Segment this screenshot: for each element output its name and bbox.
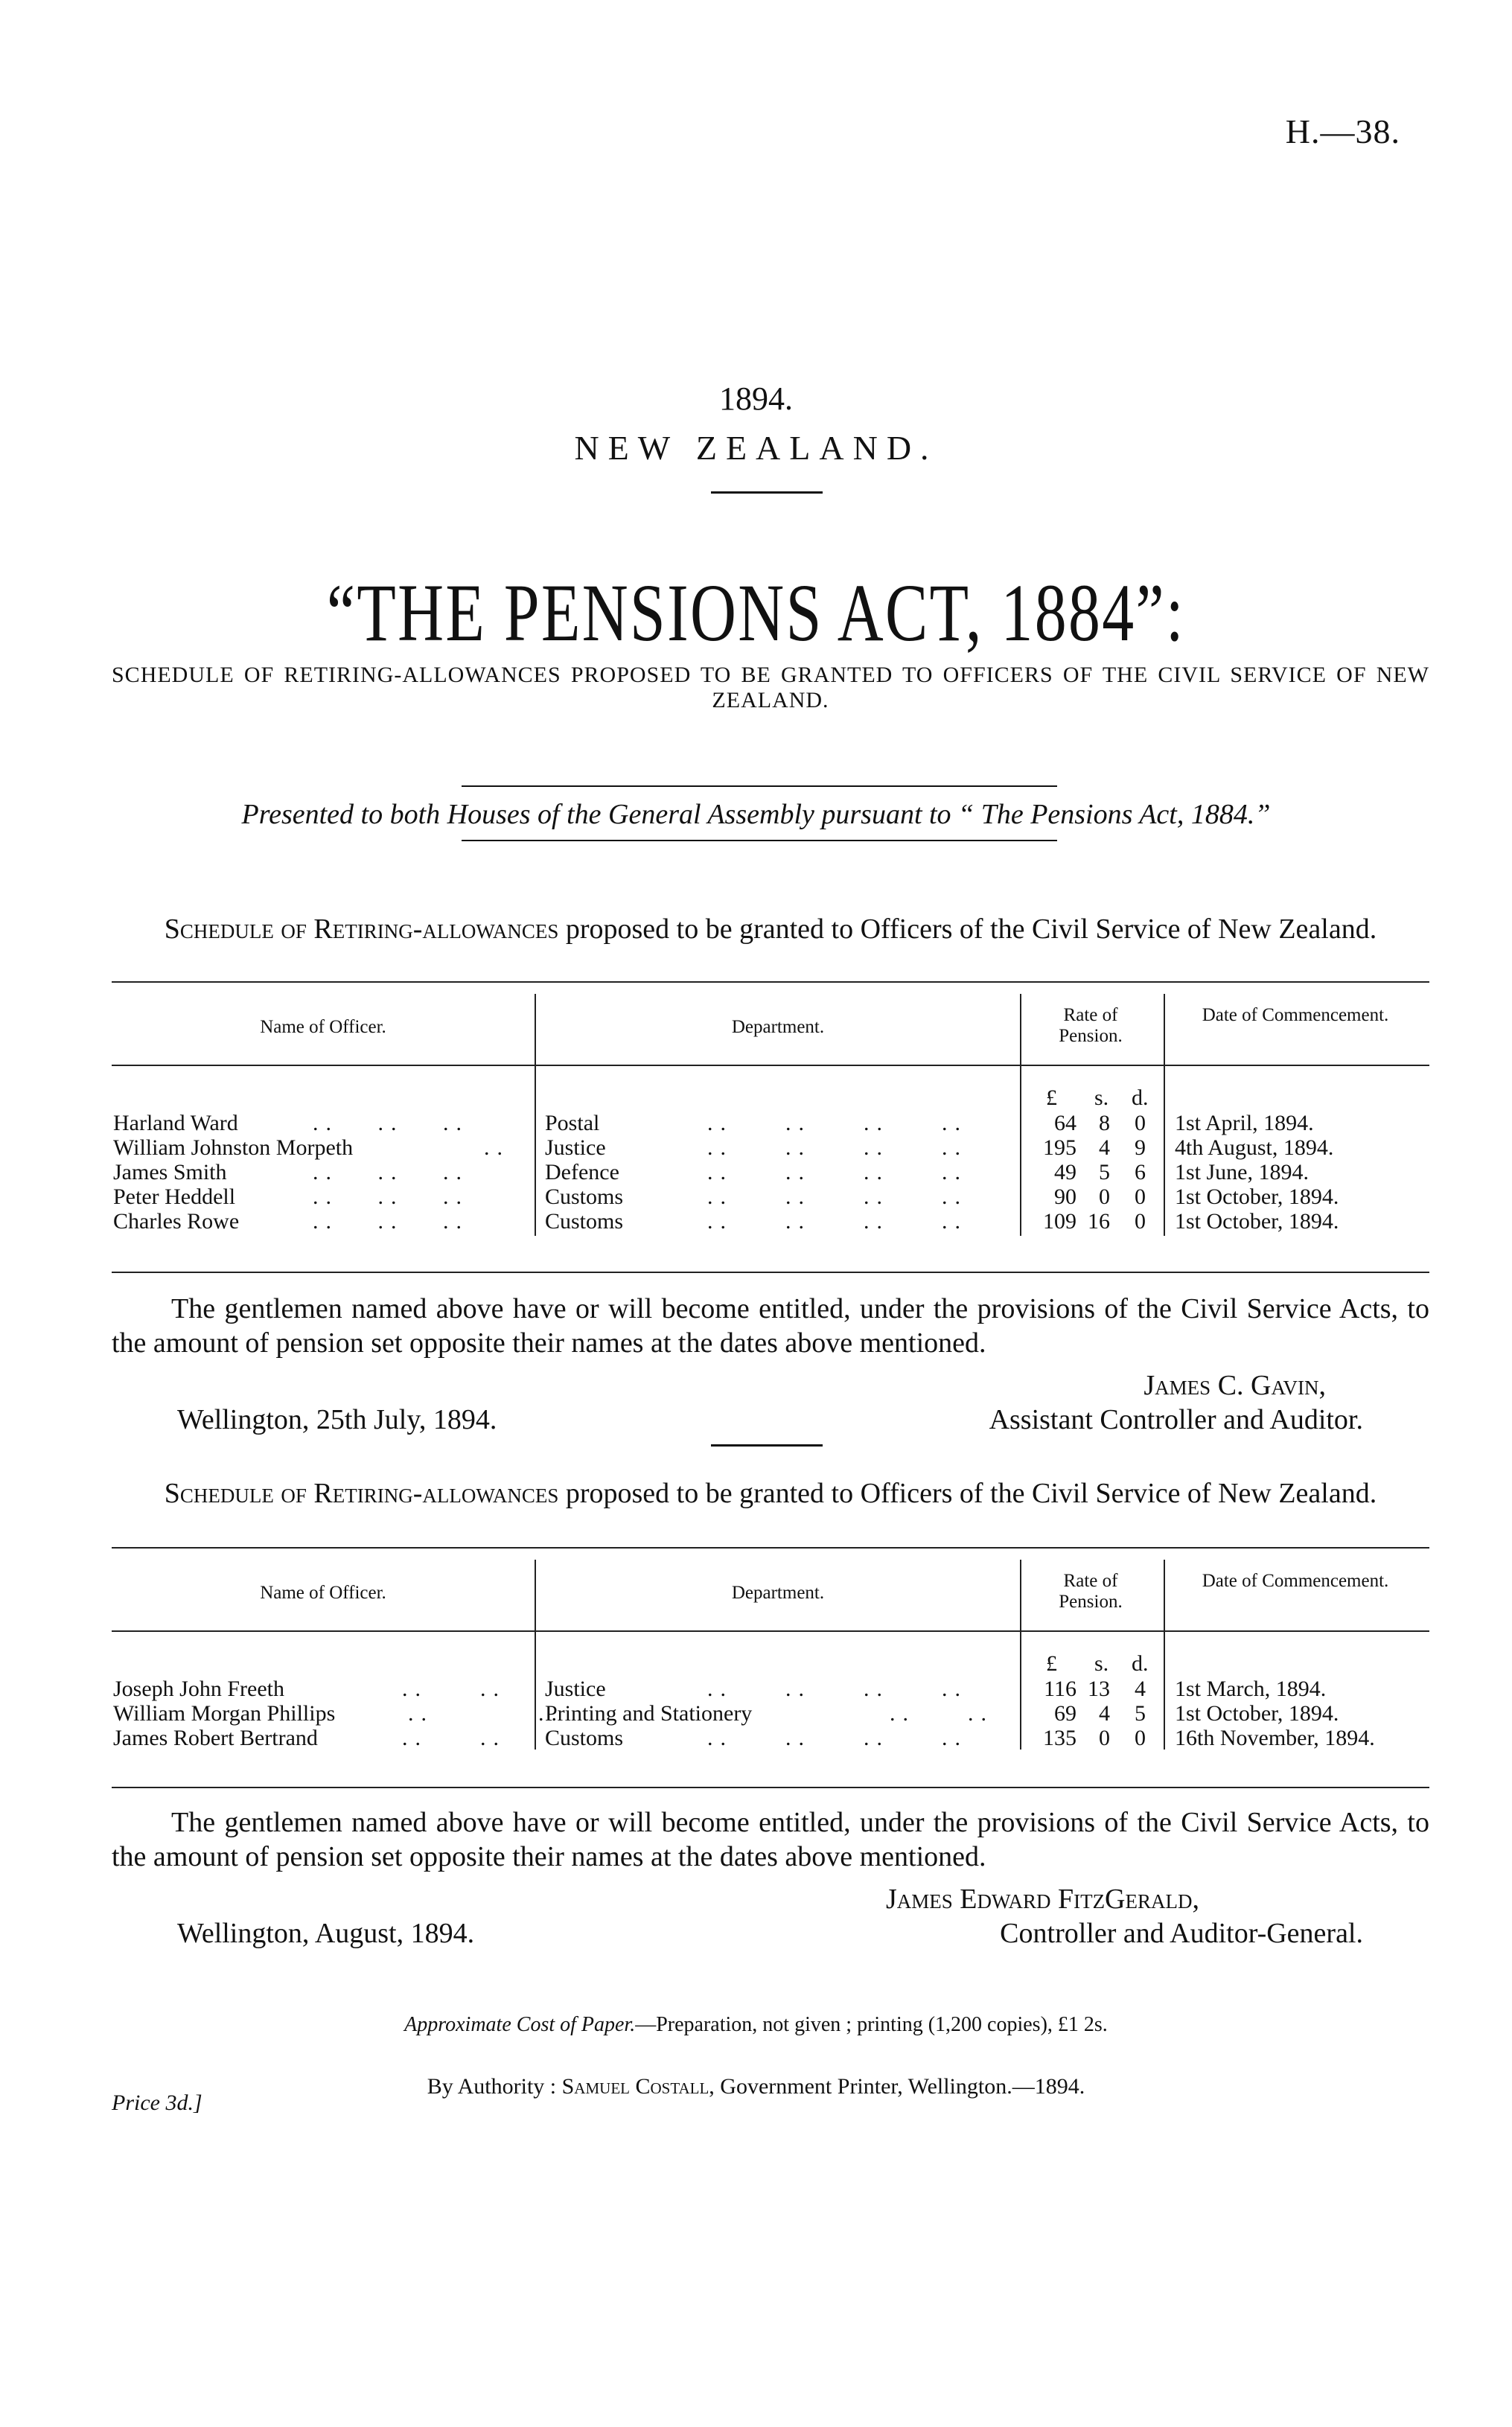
leader-dots: .. .. .. .. (707, 1209, 968, 1234)
pension-pounds: 90 (1054, 1184, 1076, 1209)
presented-bottom-rule (462, 840, 1057, 841)
officer-name: James Robert Bertrand (113, 1726, 318, 1750)
table-2-header-rate: Rate of Pension. (1059, 1571, 1123, 1612)
pension-shillings: 8 (1099, 1111, 1110, 1135)
schedule-2-statement: The gentlemen named above have or will become entitled, under the provisions of the Civil Service Acts, to the amount of pension set opposite their names at the dates above mentioned. (112, 1807, 1429, 1872)
commencement-date: 1st October, 1894. (1175, 1701, 1339, 1726)
pension-shillings: 4 (1099, 1135, 1110, 1160)
pension-pounds: 195 (1043, 1135, 1076, 1160)
pension-shillings: 0 (1099, 1184, 1110, 1209)
leader-dots: .. .. .. .. (707, 1111, 968, 1135)
section-divider (711, 1444, 823, 1447)
presented-top-rule (462, 785, 1057, 787)
pounds-symbol: £ (1046, 1085, 1057, 1110)
table-row (0, 1726, 1512, 1750)
officer-name: Harland Ward (113, 1111, 238, 1135)
commencement-date: 4th August, 1894. (1175, 1135, 1334, 1160)
pension-shillings: 13 (1088, 1677, 1110, 1701)
pension-pounds: 135 (1043, 1726, 1076, 1750)
authority-line (0, 2074, 1512, 2099)
pence-symbol: d. (1132, 1651, 1149, 1676)
pension-shillings: 16 (1088, 1209, 1110, 1234)
leader-dots: .. .. .. (313, 1160, 469, 1184)
pension-pence: 0 (1135, 1111, 1146, 1135)
pension-shillings: 0 (1099, 1726, 1110, 1750)
pension-pounds: 116 (1044, 1677, 1076, 1701)
pension-pence: 4 (1135, 1677, 1146, 1701)
table-2-header-date: Date of Commencement. (1202, 1571, 1389, 1591)
table-2-rows (0, 1677, 1512, 1750)
table-2-currency-row (0, 1651, 1512, 1676)
paper-cost-label: Approximate Cost of Paper. (404, 2013, 636, 2036)
pension-shillings: 5 (1099, 1160, 1110, 1184)
commencement-date: 1st October, 1894. (1175, 1184, 1339, 1209)
pension-shillings: 4 (1099, 1701, 1110, 1726)
table-row (0, 1160, 1512, 1184)
table-1-header-name: Name of Officer. (260, 1017, 386, 1037)
table-1-currency-row (0, 1085, 1512, 1110)
commencement-date: 1st October, 1894. (1175, 1209, 1339, 1234)
schedule-1-signatory-title: Assistant Controller and Auditor. (989, 1404, 1363, 1435)
title-divider (711, 491, 823, 494)
department: Printing and Stationery (545, 1701, 753, 1726)
price-note: Price 3d.] (112, 2090, 202, 2115)
commencement-date: 1st June, 1894. (1175, 1160, 1309, 1184)
pension-pence: 9 (1135, 1135, 1146, 1160)
pension-pence: 0 (1135, 1726, 1146, 1750)
officer-name: William Johnston Morpeth (113, 1135, 354, 1160)
leader-dots: .. .. (402, 1677, 506, 1701)
table-row (0, 1677, 1512, 1701)
officer-name: Joseph John Freeth (113, 1677, 284, 1701)
department: Customs (545, 1209, 624, 1234)
leader-dots: .. .. (408, 1701, 564, 1726)
table-1-header-department: Department. (731, 1017, 825, 1037)
schedule-2-signatory-title: Controller and Auditor-General. (1000, 1918, 1363, 1949)
table-1-bottom-rule (112, 1272, 1429, 1273)
main-title: “THE PENSIONS ACT, 1884”: (326, 567, 1186, 658)
leader-dots: .. .. .. .. (707, 1184, 968, 1209)
commencement-date: 16th November, 1894. (1175, 1726, 1375, 1750)
schedule-1-signatory: James C. Gavin, (1143, 1370, 1326, 1401)
document-country: NEW ZEALAND. (574, 429, 938, 467)
department: Defence (545, 1160, 619, 1184)
schedule-2-heading (112, 1479, 1429, 1508)
table-1-rows (0, 1111, 1512, 1234)
schedule-1-heading-rest: proposed to be granted to Officers of the Civil Service of New Zealand. (558, 913, 1377, 945)
schedule-2-place-date: Wellington, August, 1894. (177, 1918, 475, 1949)
printer-name: Samuel Costall (561, 2074, 709, 2099)
commencement-date: 1st April, 1894. (1175, 1111, 1314, 1135)
department: Justice (545, 1677, 606, 1701)
subtitle: SCHEDULE OF RETIRING-ALLOWANCES PROPOSED TO BE GRANTED TO OFFICERS OF THE CIVIL SERVICE OF NEW ZEALAND. (112, 663, 1429, 712)
leader-dots: .. (484, 1135, 510, 1160)
pension-pence: 0 (1135, 1184, 1146, 1209)
department: Customs (545, 1184, 624, 1209)
document-year: 1894. (719, 380, 793, 417)
pence-symbol: d. (1132, 1085, 1149, 1110)
schedule-2-heading-sc: Schedule of Retiring-allowances (164, 1478, 559, 1509)
shillings-symbol: s. (1094, 1651, 1109, 1676)
table-1-header-date: Date of Commencement. (1202, 1005, 1389, 1025)
leader-dots: .. .. .. .. (707, 1135, 968, 1160)
table-row (0, 1209, 1512, 1234)
pension-pounds: 49 (1054, 1160, 1076, 1184)
pension-pence: 6 (1135, 1160, 1146, 1184)
table-row (0, 1184, 1512, 1209)
leader-dots: .. .. .. (313, 1209, 469, 1234)
table-1-header-rule (112, 1065, 1429, 1066)
pounds-symbol: £ (1046, 1651, 1057, 1676)
officer-name: Charles Rowe (113, 1209, 240, 1234)
table-2-header-department: Department. (731, 1583, 825, 1603)
schedule-2-heading-rest: proposed to be granted to Officers of the Civil Service of New Zealand. (558, 1478, 1377, 1509)
schedule-2-signatory: James Edward FitzGerald, (885, 1884, 1199, 1915)
document-reference: H.—38. (1285, 112, 1400, 150)
pension-pounds: 69 (1054, 1701, 1076, 1726)
table-1-top-rule (112, 981, 1429, 983)
table-1-header-rate: Rate of Pension. (1059, 1005, 1123, 1046)
table-row (0, 1701, 1512, 1726)
leader-dots: .. .. .. .. (707, 1677, 968, 1701)
shillings-symbol: s. (1094, 1085, 1109, 1110)
table-2-header-rule (112, 1630, 1429, 1632)
leader-dots: .. .. (402, 1726, 506, 1750)
leader-dots: .. .. .. (313, 1111, 469, 1135)
table-2-bottom-rule (112, 1787, 1429, 1788)
leader-dots: .. .. .. .. (707, 1160, 968, 1184)
department: Justice (545, 1135, 606, 1160)
presented-note: Presented to both Houses of the General Assembly pursuant to “ The Pensions Act, 1884.” (241, 799, 1271, 830)
leader-dots: .. .. .. .. (707, 1726, 968, 1750)
schedule-1-place-date: Wellington, 25th July, 1894. (177, 1404, 497, 1435)
table-2-top-rule (112, 1547, 1429, 1549)
officer-name: Peter Heddell (113, 1184, 236, 1209)
leader-dots: .. .. (890, 1701, 994, 1726)
table-2-header-name: Name of Officer. (260, 1583, 386, 1603)
commencement-date: 1st March, 1894. (1175, 1677, 1327, 1701)
pension-pence: 5 (1135, 1701, 1146, 1726)
schedule-1-heading (112, 914, 1429, 944)
leader-dots: .. .. .. (313, 1184, 469, 1209)
pension-pence: 0 (1135, 1209, 1146, 1234)
schedule-1-heading-sc: Schedule of Retiring-allowances (164, 913, 559, 945)
pension-pounds: 64 (1054, 1111, 1076, 1135)
table-row (0, 1111, 1512, 1135)
table-row (0, 1135, 1512, 1160)
officer-name: James Smith (113, 1160, 227, 1184)
schedule-1-statement: The gentlemen named above have or will become entitled, under the provisions of the Civil Service Acts, to the amount of pension set opposite their names at the dates above mentioned. (112, 1293, 1429, 1359)
pension-pounds: 109 (1043, 1209, 1076, 1234)
paper-cost-note (0, 2013, 1512, 2037)
authority-prefix: By Authority : (427, 2074, 562, 2099)
authority-suffix: , Government Printer, Wellington.—1894. (709, 2074, 1085, 2099)
department: Postal (545, 1111, 600, 1135)
officer-name: William Morgan Phillips (113, 1701, 336, 1726)
paper-cost-detail: —Preparation, not given ; printing (1,200 copies), £1 2s. (635, 2013, 1108, 2036)
department: Customs (545, 1726, 624, 1750)
